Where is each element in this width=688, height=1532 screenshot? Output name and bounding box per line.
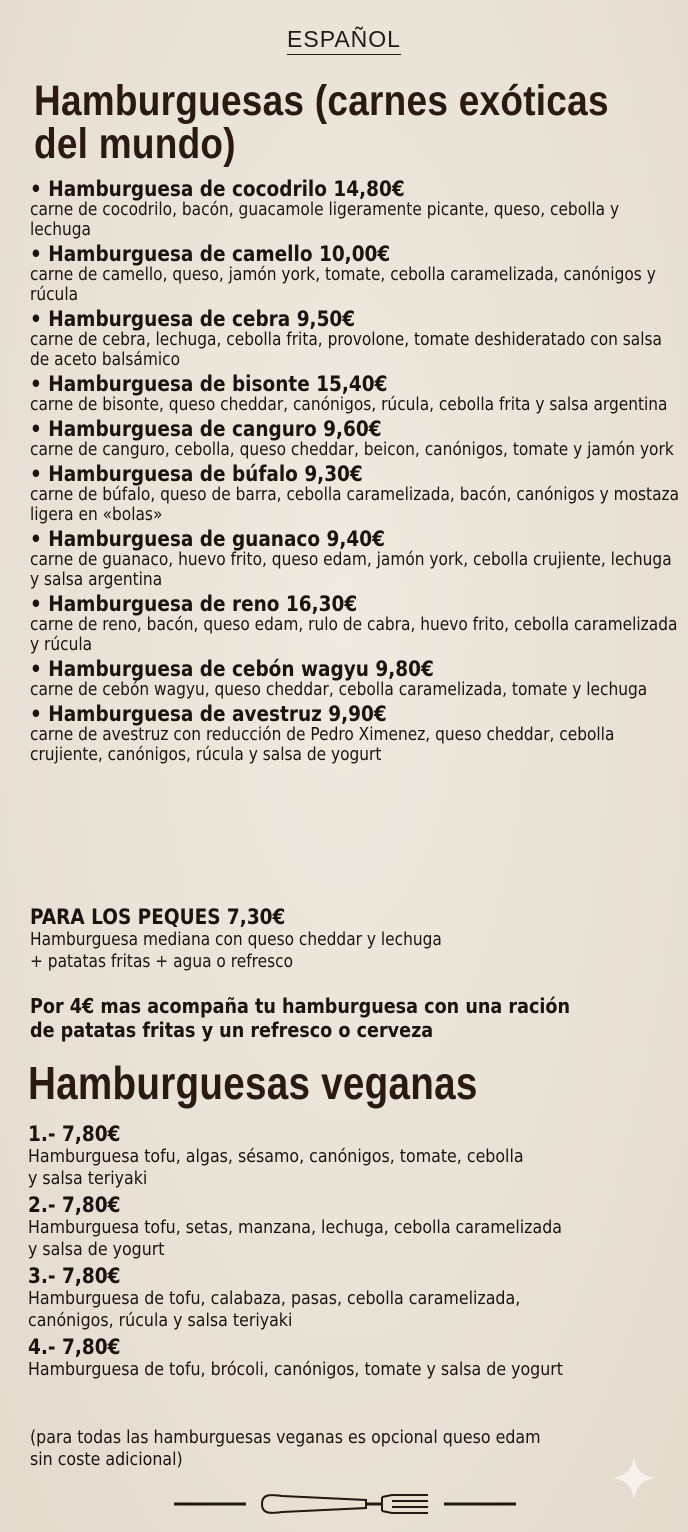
- vegan-item-line1: Hamburguesa tofu, setas, manzana, lechuga, cebolla caramelizada: [28, 1217, 562, 1238]
- menu-item-name: • Hamburguesa de guanaco 9,40€: [30, 527, 385, 551]
- menu-item-name: • Hamburguesa de cebón wagyu 9,80€: [30, 657, 434, 681]
- menu-item-name: • Hamburguesa de búfalo 9,30€: [30, 462, 363, 486]
- vegan-note-line1: (para todas las hamburguesas veganas es opcional queso edam: [30, 1427, 541, 1448]
- menu-item: [30, 463, 678, 525]
- menu-item-name: • Hamburguesa de bisonte 15,40€: [30, 372, 388, 396]
- menu-item-desc: carne de avestruz con reducción de Pedro Ximenez, queso cheddar, cebolla crujiente, canónigos, rúcula y salsa de yogurt: [30, 725, 615, 765]
- language-text[interactable]: ESPAÑOL: [287, 26, 401, 55]
- vegan-burgers-title: Hamburguesas veganas: [28, 1057, 478, 1109]
- exotic-burgers-title-line2: del mundo): [34, 120, 236, 168]
- fork-divider-icon: [170, 1486, 520, 1522]
- vegan-note: [30, 1427, 681, 1471]
- menu-item-desc: carne de búfalo, queso de barra, cebolla caramelizada, bacón, canónigos y mostaza ligera en «bolas»: [30, 485, 680, 525]
- menu-item: [30, 593, 678, 655]
- combo-promo-line2: de patatas fritas y un refresco o cerveza: [30, 1018, 434, 1042]
- menu-item-desc: carne de cebra, lechuga, cebolla frita, provolone, tomate deshideratado con salsa de aceto balsámico: [30, 330, 662, 370]
- vegan-item-line1: Hamburguesa tofu, algas, sésamo, canónigos, tomate, cebolla: [28, 1146, 524, 1167]
- vegan-item-line1: Hamburguesa de tofu, calabaza, pasas, cebolla caramelizada,: [28, 1288, 521, 1309]
- menu-item-desc: carne de camello, queso, jamón york, tomate, cebolla caramelizada, canónigos y rúcula: [30, 265, 656, 305]
- vegan-item: [28, 1335, 679, 1381]
- menu-item: [30, 373, 678, 415]
- exotic-burgers-title-line1: Hamburguesas (carnes exóticas: [34, 77, 609, 125]
- menu-item-desc: carne de cebón wagyu, queso cheddar, cebolla caramelizada, tomate y lechuga: [30, 680, 648, 700]
- vegan-note-line2: sin coste adicional): [30, 1449, 183, 1470]
- kids-menu-line1: Hamburguesa mediana con queso cheddar y lechuga: [30, 930, 442, 950]
- language-label[interactable]: [0, 26, 688, 53]
- menu-item-name: • Hamburguesa de cebra 9,50€: [30, 307, 356, 331]
- menu-item-name: • Hamburguesa de cocodrilo 14,80€: [30, 177, 405, 201]
- vegan-item-line2: y salsa de yogurt: [28, 1239, 165, 1260]
- menu-item-name: • Hamburguesa de avestruz 9,90€: [30, 702, 387, 726]
- vegan-item-name: 1.- 7,80€: [28, 1122, 121, 1146]
- vegan-item: [28, 1193, 679, 1261]
- menu-item: [30, 308, 678, 370]
- vegan-item-name: 4.- 7,80€: [28, 1335, 121, 1359]
- menu-item-desc: carne de bisonte, queso cheddar, canónigos, rúcula, cebolla frita y salsa argentina: [30, 395, 668, 415]
- menu-item: [30, 528, 678, 590]
- vegan-item-name: 3.- 7,80€: [28, 1264, 121, 1288]
- menu-item-name: • Hamburguesa de reno 16,30€: [30, 592, 358, 616]
- vegan-item-name: 2.- 7,80€: [28, 1193, 121, 1217]
- vegan-item: [28, 1264, 679, 1332]
- menu-item: [30, 418, 678, 460]
- menu-item: [30, 703, 678, 765]
- vegan-item-line2: y salsa teriyaki: [28, 1168, 148, 1189]
- kids-menu: [30, 906, 681, 973]
- combo-promo: [30, 994, 681, 1042]
- kids-menu-heading: PARA LOS PEQUES 7,30€: [30, 905, 286, 929]
- kids-menu-line2: + patatas fritas + agua o refresco: [30, 952, 293, 972]
- menu-item-desc: carne de cocodrilo, bacón, guacamole ligeramente picante, queso, cebolla y lechuga: [30, 200, 620, 240]
- menu-item-desc: carne de reno, bacón, queso edam, rulo de cabra, huevo frito, cebolla caramelizada y rúcula: [30, 615, 678, 655]
- menu-item-name: • Hamburguesa de canguro 9,60€: [30, 417, 382, 441]
- menu-item: [30, 243, 678, 305]
- menu-item-desc: carne de guanaco, huevo frito, queso edam, jamón york, cebolla crujiente, lechuga y salsa argentina: [30, 550, 672, 590]
- menu-item: [30, 178, 678, 240]
- vegan-item-line2: canónigos, rúcula y salsa teriyaki: [28, 1310, 293, 1331]
- exotic-burgers-title: [34, 77, 609, 168]
- menu-item: [30, 658, 678, 700]
- vegan-item-line1: Hamburguesa de tofu, brócoli, canónigos, tomate y salsa de yogurt: [28, 1359, 563, 1380]
- vegan-burgers-list: [28, 1122, 679, 1384]
- vegan-item: [28, 1122, 679, 1190]
- menu-item-desc: carne de canguro, cebolla, queso cheddar, beicon, canónigos, tomate y jamón york: [30, 440, 674, 460]
- combo-promo-line1: Por 4€ mas acompaña tu hamburguesa con una ración: [30, 994, 571, 1018]
- sparkle-icon: [610, 1454, 658, 1502]
- menu-item-name: • Hamburguesa de camello 10,00€: [30, 242, 391, 266]
- exotic-burgers-list: [30, 178, 678, 768]
